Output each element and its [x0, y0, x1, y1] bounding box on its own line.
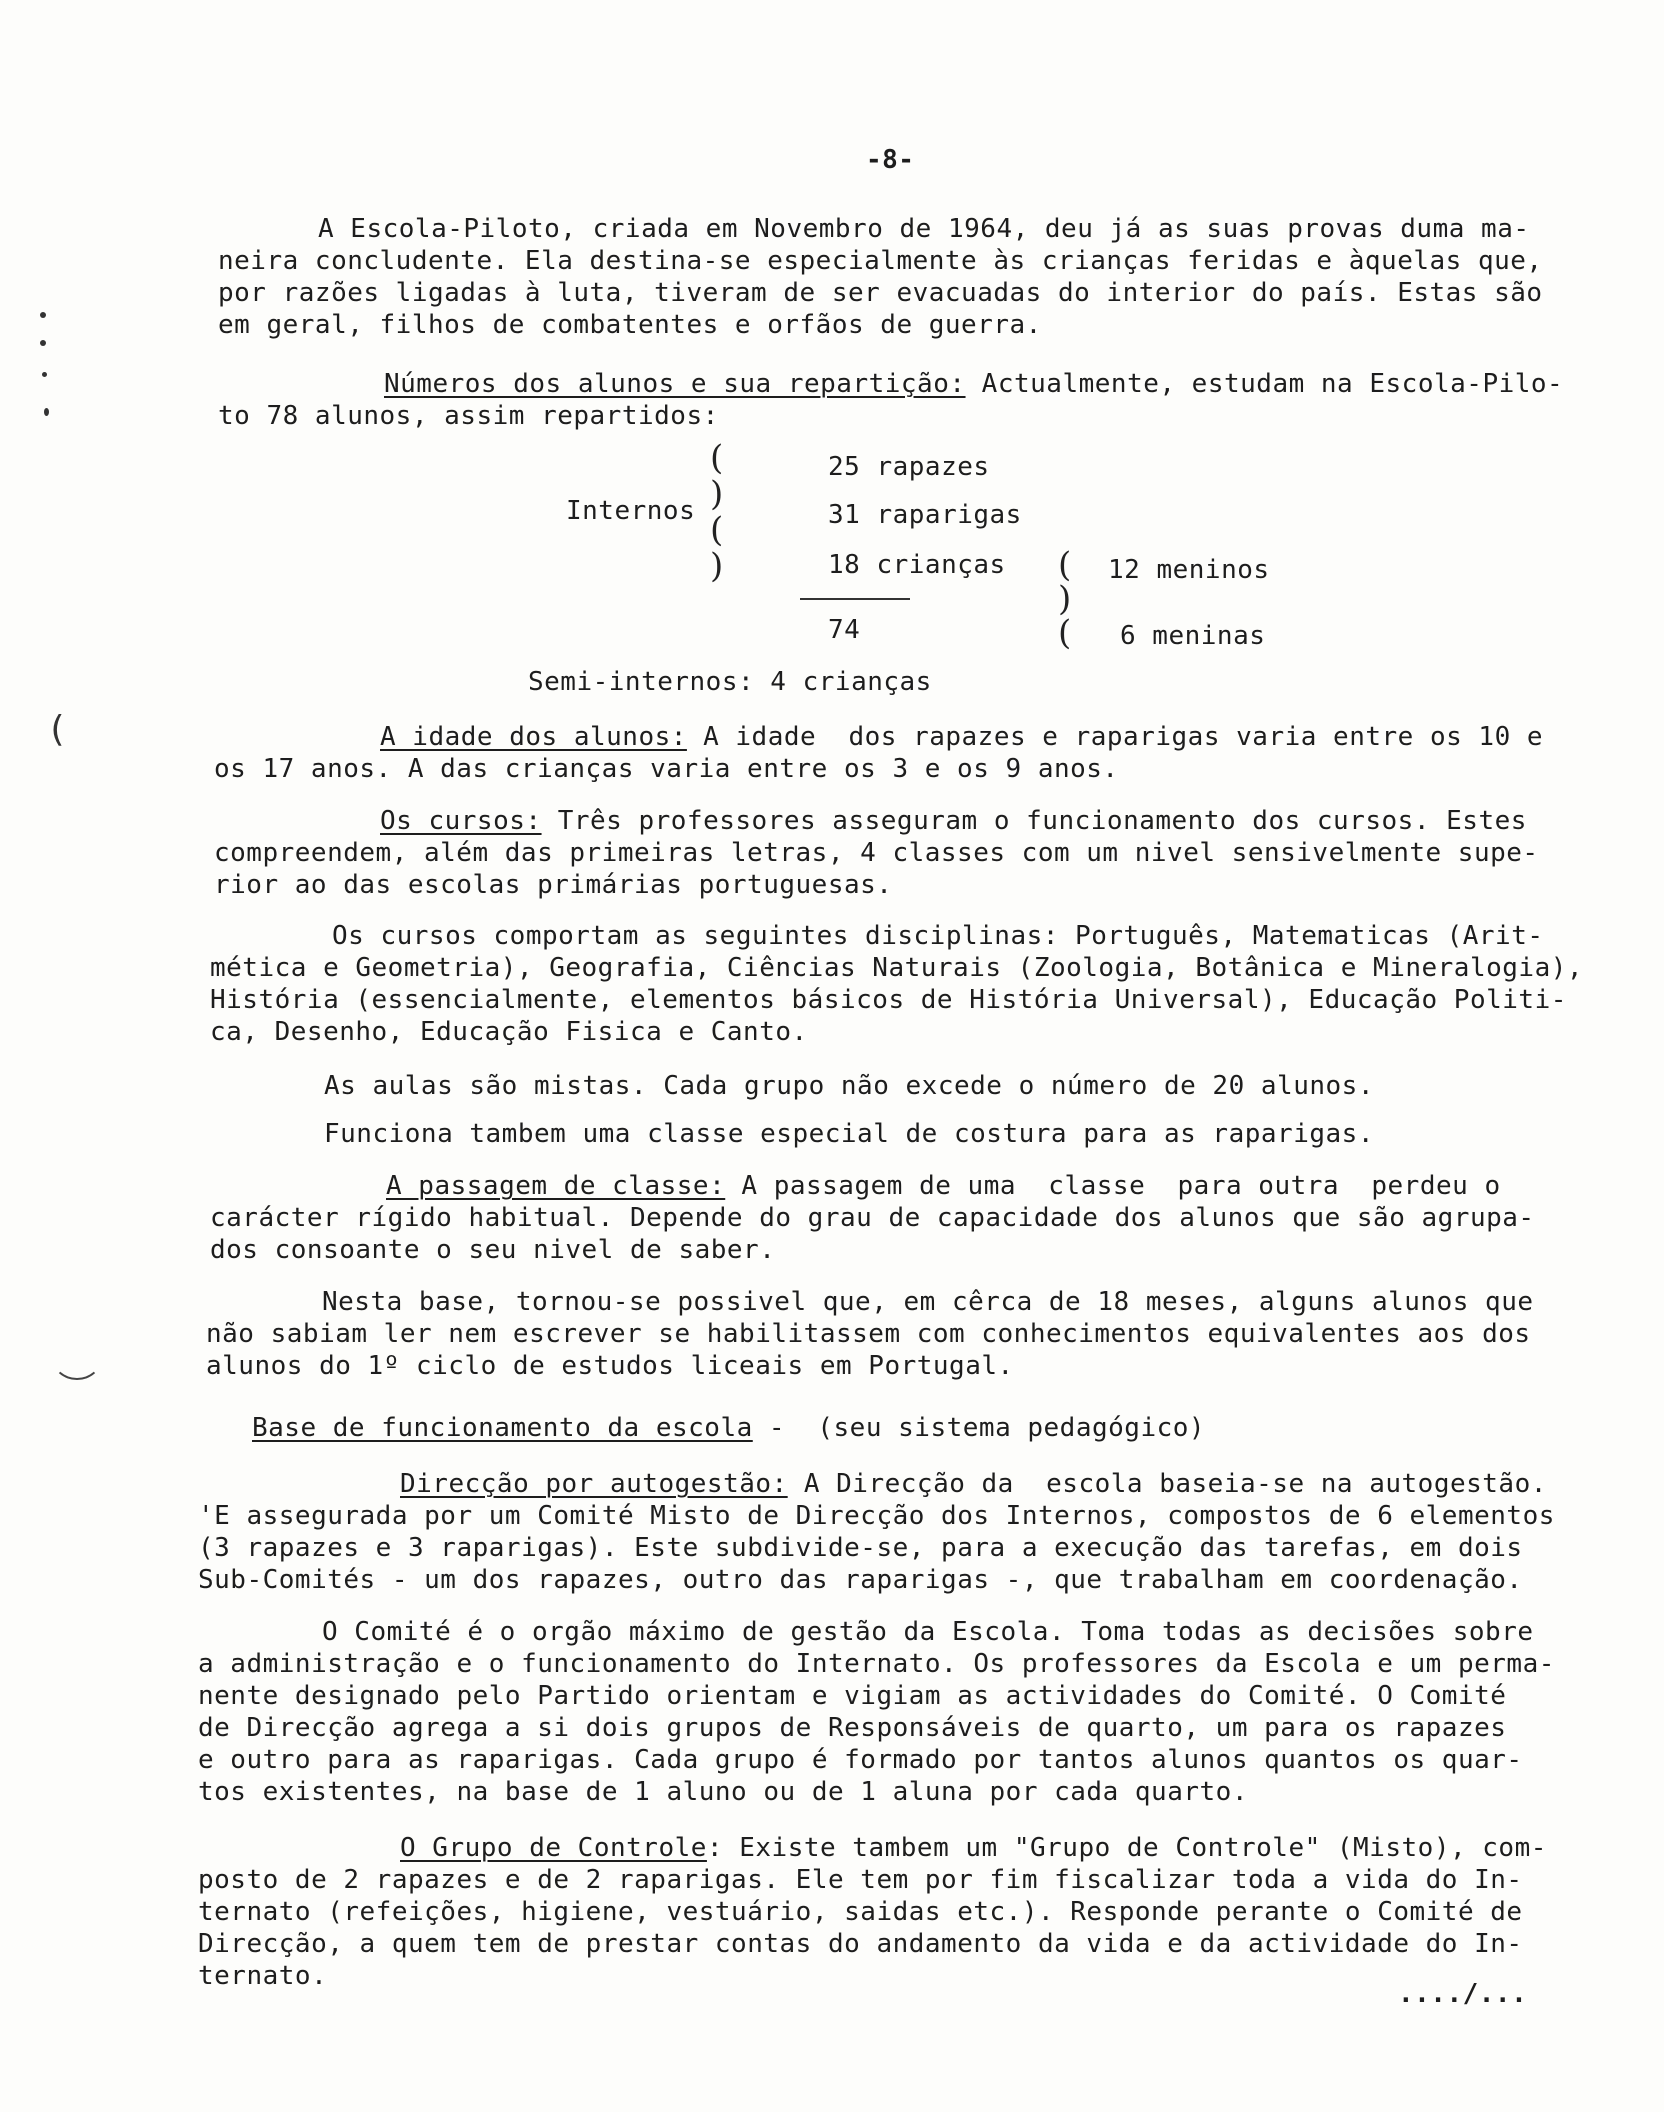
numeros-heading: Números dos alunos e sua repartição: [384, 369, 966, 399]
base-line [252, 1414, 1205, 1442]
passagem-text: A passagem de uma classe para outra perdeu o [725, 1171, 1501, 1201]
page-number: -8- [866, 145, 915, 175]
sum-rule [800, 598, 910, 600]
idade-heading: A idade dos alunos: [380, 722, 687, 752]
direccao-heading: Direcção por autogestão: [400, 1469, 788, 1499]
brace-internos: ( ) ( ) [710, 438, 724, 586]
scan-speck [44, 408, 49, 416]
direccao-line-1 [400, 1470, 1547, 1498]
numeros-line-1 [384, 370, 1563, 398]
cursos-line-1 [380, 807, 1527, 835]
direccao-line: Sub-Comités - um dos rapazes, outro das raparigas -, que trabalham em coordenação. [198, 1565, 1523, 1595]
intro-line: neira concludente. Ela destina-se especialmente às crianças feridas e àquelas que, [218, 246, 1543, 276]
criancas-count: 18 crianças [828, 550, 1006, 580]
scan-paren-mark: ( [46, 709, 69, 750]
raparigas-count: 31 raparigas [828, 500, 1022, 530]
grupo-line: posto de 2 rapazes e de 2 raparigas. Ele tem por fim fiscalizar toda a vida do In- [198, 1865, 1523, 1895]
disciplinas-line: Os cursos comportam as seguintes disciplinas: Português, Matematicas (Arit- [332, 921, 1544, 951]
nesta-line: alunos do 1º ciclo de estudos liceais em Portugal. [206, 1351, 1014, 1381]
passagem-heading: A passagem de classe: [386, 1171, 726, 1201]
scan-speck [40, 340, 46, 346]
cursos-text: Três professores asseguram o funcionamento dos cursos. Estes [541, 806, 1527, 836]
direccao-line: (3 rapazes e 3 raparigas). Este subdivide-se, para a execução das tarefas, em dois [198, 1533, 1523, 1563]
meninas-count: 6 meninas [1120, 621, 1266, 651]
base-subtitle: - (seu sistema pedagógico) [752, 1413, 1206, 1443]
grupo-line: ternato (refeições, higiene, vestuário, saidas etc.). Responde perante o Comité de [198, 1897, 1523, 1927]
passagem-line: dos consoante o seu nivel de saber. [210, 1235, 776, 1265]
cursos-line: rior ao das escolas primárias portuguesas. [214, 870, 893, 900]
costura-line: Funciona tambem uma classe especial de costura para as raparigas. [324, 1119, 1374, 1149]
passagem-line: carácter rígido habitual. Depende do grau de capacidade dos alunos que são agrupa- [210, 1203, 1535, 1233]
grupo-text: : Existe tambem um "Grupo de Controle" (Misto), com- [706, 1833, 1547, 1863]
disciplinas-line: mética e Geometria), Geografia, Ciências Naturais (Zoologia, Botânica e Mineralogia), [210, 953, 1584, 983]
total-count: 74 [828, 615, 861, 645]
internos-label: Internos [566, 496, 696, 526]
disciplinas-line: ca, Desenho, Educação Fisica e Canto. [210, 1017, 808, 1047]
comite-line: e outro para as raparigas. Cada grupo é formado por tantos alunos quantos os quar- [198, 1745, 1523, 1775]
scan-speck [42, 372, 47, 377]
numeros-text: Actualmente, estudam na Escola-Pilo- [965, 369, 1564, 399]
nesta-line: Nesta base, tornou-se possivel que, em cêrca de 18 meses, alguns alunos que [322, 1287, 1534, 1317]
intro-line: A Escola-Piloto, criada em Novembro de 1964, deu já as suas provas duma ma- [318, 214, 1530, 244]
idade-line-1 [380, 723, 1543, 751]
brace-criancas: ( ) ( [1058, 545, 1072, 653]
comite-line: O Comité é o orgão máximo de gestão da Escola. Toma todas as decisões sobre [322, 1617, 1534, 1647]
cursos-line: compreendem, além das primeiras letras, 4 classes com um nivel sensivelmente supe- [214, 838, 1539, 868]
intro-line: em geral, filhos de combatentes e orfãos de guerra. [218, 310, 1042, 340]
comite-line: de Direcção agrega a si dois grupos de Responsáveis de quarto, um para os rapazes [198, 1713, 1507, 1743]
comite-line: a administração e o funcionamento do Internato. Os professores da Escola e um perma- [198, 1649, 1555, 1679]
grupo-line: ternato. [198, 1961, 328, 1991]
direccao-text: A Direcção da escola baseia-se na autogestão. [787, 1469, 1547, 1499]
aulas-line: As aulas são mistas. Cada grupo não excede o número de 20 alunos. [324, 1071, 1374, 1101]
intro-line: por razões ligadas à luta, tiveram de ser evacuadas do interior do país. Estas são [218, 278, 1543, 308]
grupo-line: Direcção, a quem tem de prestar contas do andamento da vida e da actividade do In- [198, 1929, 1523, 1959]
idade-line-2: os 17 anos. A das crianças varia entre os 3 e os 9 anos. [214, 754, 1119, 784]
idade-text: A idade dos rapazes e raparigas varia entre os 10 e [686, 722, 1544, 752]
comite-line: nente designado pelo Partido orientam e vigiam as actividades do Comité. O Comité [198, 1681, 1507, 1711]
comite-line: tos existentes, na base de 1 aluno ou de 1 aluna por cada quarto. [198, 1777, 1248, 1807]
scan-curve-mark [52, 1336, 102, 1380]
grupo-heading: O Grupo de Controle [400, 1833, 707, 1863]
scan-speck [40, 312, 46, 318]
meninos-count: 12 meninos [1108, 555, 1270, 585]
disciplinas-line: História (essencialmente, elementos básicos de História Universal), Educação Politi- [210, 985, 1567, 1015]
numeros-line-2: to 78 alunos, assim repartidos: [218, 401, 719, 431]
rapazes-count: 25 rapazes [828, 452, 990, 482]
semi-internos: Semi-internos: 4 crianças [528, 667, 932, 697]
passagem-line-1 [386, 1172, 1501, 1200]
continuation-mark: ..../... [1398, 1979, 1528, 2009]
direccao-line: 'E assegurada por um Comité Misto de Direcção dos Internos, compostos de 6 elementos [198, 1501, 1555, 1531]
base-heading: Base de funcionamento da escola [252, 1413, 753, 1443]
grupo-line-1 [400, 1834, 1547, 1862]
nesta-line: não sabiam ler nem escrever se habilitassem com conhecimentos equivalentes aos dos [206, 1319, 1531, 1349]
cursos-heading: Os cursos: [380, 806, 542, 836]
